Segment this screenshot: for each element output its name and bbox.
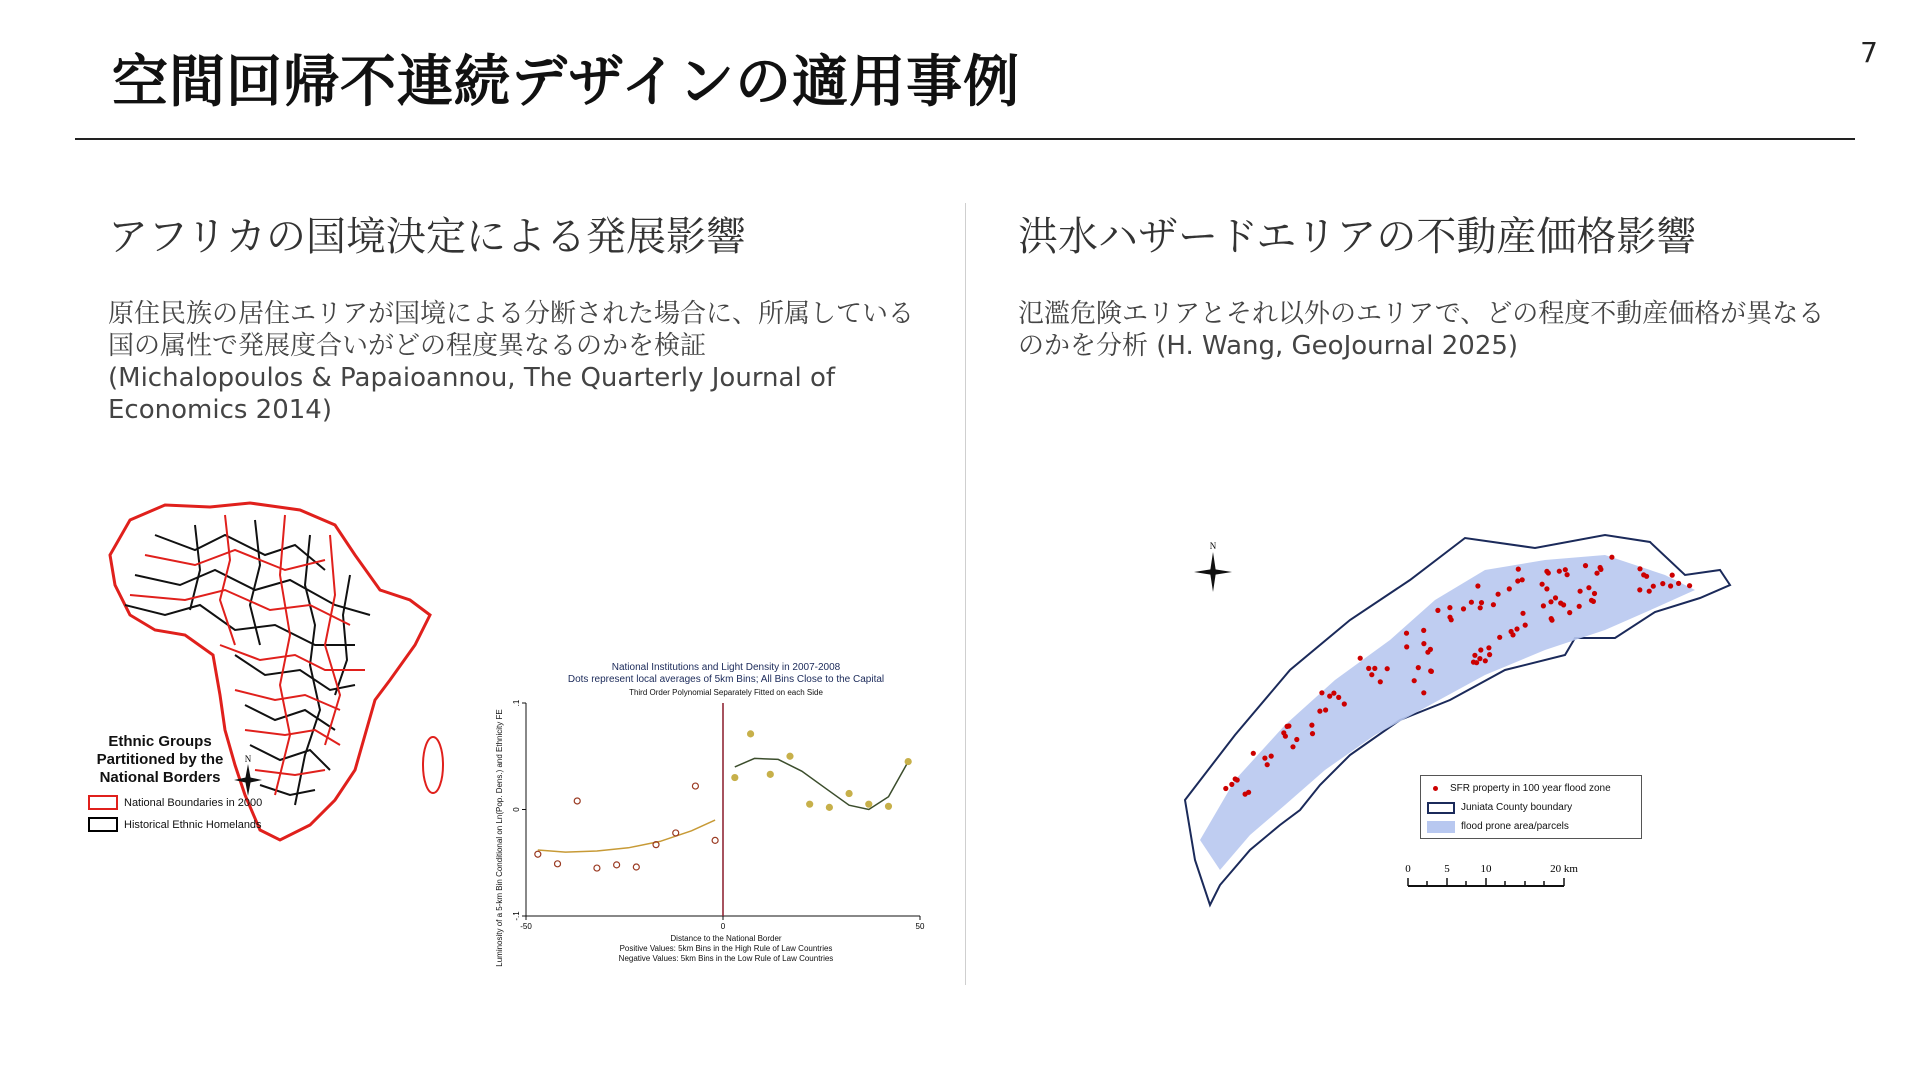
legend-label: Historical Ethnic Homelands: [124, 818, 262, 831]
property-dot: [1477, 656, 1482, 661]
data-point-positive: [866, 801, 872, 807]
chart-ylabel: Luminosity of a 5-km Bin Conditional on Ln(Pop. Dens.) and Ethnicity FE: [495, 709, 504, 967]
property-dot: [1520, 611, 1525, 616]
legend-label: flood prone area/parcels: [1461, 821, 1569, 832]
data-point-positive: [748, 731, 754, 737]
legend-title-line: National Borders: [99, 769, 221, 786]
property-dot: [1428, 647, 1433, 652]
property-dot: [1327, 694, 1332, 699]
legend-row-flood: [1427, 817, 1635, 836]
legend-row-sfr: [1427, 779, 1635, 798]
property-dot: [1310, 731, 1315, 736]
scale-label: 0: [1405, 863, 1411, 875]
legend-title-line: Ethnic Groups: [108, 733, 212, 750]
property-dot: [1475, 583, 1480, 588]
property-dot: [1544, 569, 1549, 574]
property-dot: [1286, 723, 1291, 728]
legend-swatch-black: [88, 817, 118, 832]
property-dot: [1549, 618, 1554, 623]
property-dot: [1421, 690, 1426, 695]
property-dot: [1541, 603, 1546, 608]
right-heading: 洪水ハザードエリアの不動産価格影響: [1018, 214, 1697, 260]
data-point-positive: [846, 791, 852, 797]
property-dot: [1421, 641, 1426, 646]
scale-label: 10: [1480, 863, 1492, 875]
left-body-line: 原住民族の居住エリアが国境による分断された場合に、所属している: [108, 299, 915, 329]
property-dot: [1565, 572, 1570, 577]
property-dot: [1233, 776, 1238, 781]
property-dot: [1668, 583, 1673, 588]
legend-swatch-flood: [1427, 821, 1455, 833]
data-point-positive: [826, 804, 832, 810]
left-body-line: Economics 2014): [108, 395, 332, 425]
madagascar: [423, 737, 443, 793]
property-dot: [1336, 695, 1341, 700]
property-dot: [1309, 723, 1314, 728]
property-dot: [1687, 583, 1692, 588]
map-legend-title: [85, 733, 235, 787]
legend-dot: [1433, 786, 1438, 791]
property-dot: [1647, 589, 1652, 594]
property-dot: [1472, 653, 1477, 658]
property-dot: [1594, 571, 1599, 576]
column-divider: [965, 203, 966, 985]
property-dot: [1251, 751, 1256, 756]
property-dot: [1429, 669, 1434, 674]
legend-national-boundaries: [88, 795, 262, 810]
chart-footer-line: Positive Values: 5km Bins in the High Rule of Law Countries: [619, 944, 833, 953]
left-body: [108, 298, 948, 426]
property-dot: [1637, 566, 1642, 571]
property-dot: [1366, 666, 1371, 671]
property-dot: [1404, 631, 1409, 636]
property-dot: [1577, 604, 1582, 609]
property-dot: [1369, 672, 1374, 677]
scale-label: 5: [1444, 863, 1450, 875]
legend-label: SFR property in 100 year flood zone: [1450, 783, 1611, 794]
right-body: [1018, 298, 1858, 362]
property-dot: [1416, 665, 1421, 670]
scale-label: 20 km: [1550, 863, 1578, 875]
flood-map-legend: [1420, 775, 1642, 839]
property-dot: [1516, 567, 1521, 572]
property-dot: [1557, 569, 1562, 574]
property-dot: [1317, 709, 1322, 714]
property-dot: [1243, 792, 1248, 797]
y-tick-label: .1: [512, 699, 521, 707]
property-dot: [1583, 563, 1588, 568]
property-dot: [1487, 652, 1492, 657]
property-dot: [1496, 592, 1501, 597]
property-dot: [1592, 591, 1597, 596]
property-dot: [1586, 585, 1591, 590]
north-arrow-icon: [1190, 540, 1236, 596]
property-dot: [1479, 600, 1484, 605]
property-dot: [1404, 644, 1409, 649]
rd-chart: [480, 648, 932, 978]
property-dot: [1269, 754, 1274, 759]
property-dot: [1510, 632, 1515, 637]
north-label: N: [244, 754, 252, 764]
data-point-positive: [732, 775, 738, 781]
data-point-positive: [807, 801, 813, 807]
property-dot: [1514, 626, 1519, 631]
legend-swatch-red: [88, 795, 118, 810]
data-point-positive: [885, 803, 891, 809]
property-dot: [1378, 679, 1383, 684]
data-point-positive: [767, 771, 773, 777]
property-dot: [1676, 581, 1681, 586]
left-body-line: 国の属性で発展度合いがどの程度異なるのかを検証: [108, 331, 707, 361]
property-dot: [1358, 656, 1363, 661]
property-dot: [1561, 602, 1566, 607]
x-tick-label: 50: [915, 922, 925, 931]
property-dot: [1385, 666, 1390, 671]
x-tick-label: -50: [520, 922, 532, 931]
chart-title: National Institutions and Light Density in 2007-2008: [611, 662, 841, 673]
property-dot: [1520, 577, 1525, 582]
property-dot: [1478, 605, 1483, 610]
north-arrow-icon: [230, 752, 266, 800]
property-dot: [1294, 737, 1299, 742]
data-point-positive: [787, 753, 793, 759]
property-dot: [1421, 628, 1426, 633]
property-dot: [1515, 578, 1520, 583]
property-dot: [1342, 701, 1347, 706]
property-dot: [1507, 586, 1512, 591]
property-dot: [1331, 691, 1336, 696]
legend-ethnic-homelands: [88, 817, 262, 832]
y-tick-label: 0: [512, 807, 521, 812]
property-dot: [1483, 658, 1488, 663]
property-dot: [1563, 567, 1568, 572]
left-heading: アフリカの国境決定による発展影響: [108, 214, 746, 260]
property-dot: [1523, 623, 1528, 628]
property-dot: [1283, 734, 1288, 739]
legend-label: National Boundaries in 2000: [124, 796, 263, 809]
property-dot: [1478, 647, 1483, 652]
left-body-line: (Michalopoulos & Papaioannou, The Quarterly Journal of: [108, 363, 836, 393]
title-divider: [75, 138, 1855, 140]
property-dot: [1223, 786, 1228, 791]
property-dot: [1447, 615, 1452, 620]
legend-label: Juniata County boundary: [1461, 802, 1573, 813]
page-number: 7: [1860, 36, 1878, 69]
flood-hazard-map: [1175, 530, 1735, 910]
scale-bar: [1405, 862, 1578, 896]
north-label: N: [1209, 541, 1217, 551]
property-dot: [1578, 589, 1583, 594]
property-dot: [1474, 660, 1479, 665]
property-dot: [1262, 756, 1267, 761]
legend-title-line: Partitioned by the: [96, 751, 224, 768]
property-dot: [1461, 606, 1466, 611]
property-dot: [1670, 573, 1675, 578]
chart-subtitle: Dots represent local averages of 5km Bins; All Bins Close to the Capital: [567, 674, 885, 685]
property-dot: [1229, 782, 1234, 787]
property-dot: [1435, 608, 1440, 613]
property-dot: [1553, 595, 1558, 600]
property-dot: [1591, 599, 1596, 604]
property-dot: [1637, 587, 1642, 592]
x-tick-label: 0: [720, 922, 726, 931]
slide-title: 空間回帰不連続デザインの適用事例: [112, 50, 1021, 115]
property-dot: [1567, 610, 1572, 615]
property-dot: [1651, 584, 1656, 589]
property-dot: [1598, 567, 1603, 572]
property-dot: [1544, 586, 1549, 591]
legend-row-boundary: [1427, 798, 1635, 817]
right-body-line: 氾濫危険エリアとそれ以外のエリアで、どの程度不動産価格が異なる: [1018, 299, 1825, 329]
property-dot: [1548, 599, 1553, 604]
property-dot: [1265, 762, 1270, 767]
property-dot: [1497, 635, 1502, 640]
property-dot: [1372, 666, 1377, 671]
legend-swatch-boundary: [1427, 802, 1455, 814]
property-dot: [1609, 555, 1614, 560]
property-dot: [1486, 645, 1491, 650]
property-dot: [1469, 600, 1474, 605]
y-tick-label: -.1: [512, 911, 521, 921]
chart-xlabel: Distance to the National Border: [670, 934, 782, 943]
data-point-positive: [905, 759, 911, 765]
property-dot: [1319, 690, 1324, 695]
property-dot: [1412, 678, 1417, 683]
chart-note: Third Order Polynomial Separately Fitted on each Side: [629, 688, 823, 697]
property-dot: [1540, 582, 1545, 587]
property-dot: [1660, 581, 1665, 586]
property-dot: [1491, 602, 1496, 607]
property-dot: [1323, 707, 1328, 712]
property-dot: [1641, 572, 1646, 577]
property-dot: [1290, 744, 1295, 749]
chart-footer-line: Negative Values: 5km Bins in the Low Rule of Law Countries: [618, 954, 834, 963]
right-body-line: のかを分析 (H. Wang, GeoJournal 2025): [1018, 331, 1519, 361]
property-dot: [1447, 605, 1452, 610]
